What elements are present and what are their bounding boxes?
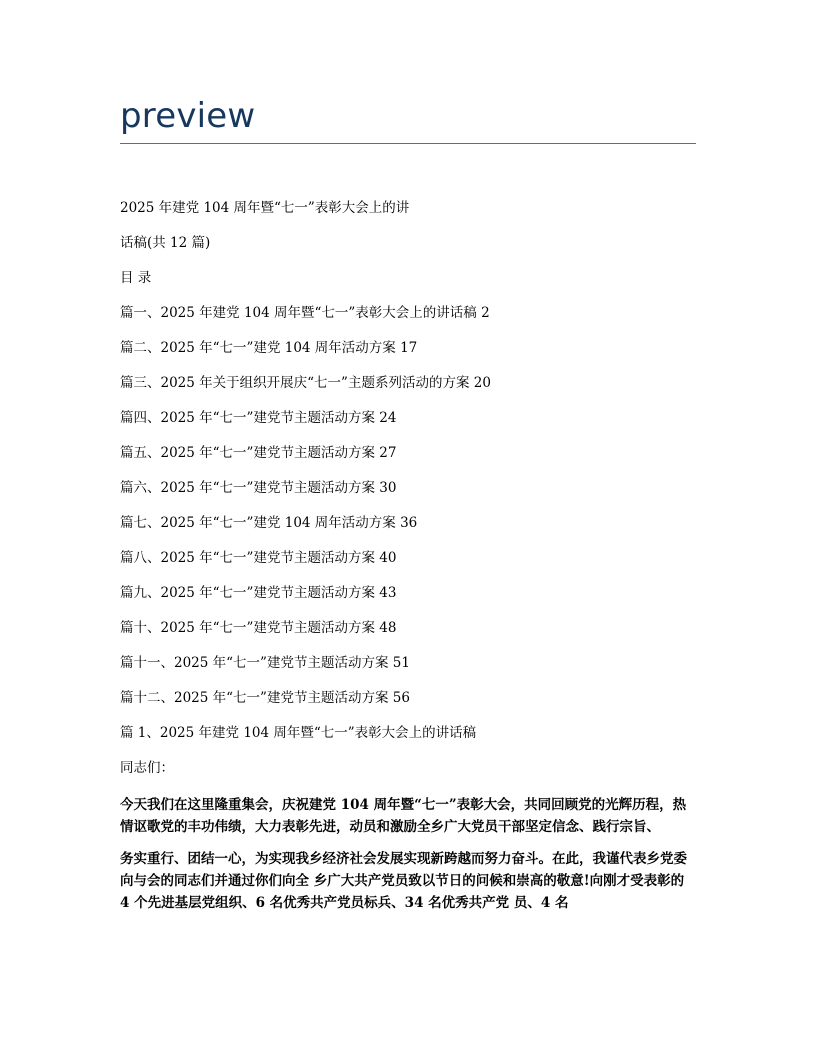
document-title-line-1: 2025 年建党 104 周年暨“七一”表彰大会上的讲 [120,200,410,216]
table-of-contents [120,303,696,708]
toc-item: 篇十二、2025 年“七一”建党节主题活动方案 56 [120,690,410,706]
salutation: 同志们： [120,760,174,776]
toc-item: 篇二、2025 年“七一”建党 104 周年活动方案 17 [120,340,418,356]
toc-item: 篇三、2025 年关于组织开展庆“七一”主题系列活动的方案 20 [120,375,491,391]
title-divider [120,143,696,144]
toc-item: 篇九、2025 年“七一”建党节主题活动方案 43 [120,585,397,601]
section-title: 篇 1、2025 年建党 104 周年暨“七一”表彰大会上的讲话稿 [120,725,477,741]
toc-item: 篇五、2025 年“七一”建党节主题活动方案 27 [120,445,397,461]
toc-item: 篇四、2025 年“七一”建党节主题活动方案 24 [120,410,397,426]
toc-heading: 目 录 [120,270,152,286]
preview-title: preview [120,96,256,136]
document-body [120,198,696,924]
toc-item: 篇八、2025 年“七一”建党节主题活动方案 40 [120,550,397,566]
toc-item: 篇一、2025 年建党 104 周年暨“七一”表彰大会上的讲话稿 2 [120,305,490,321]
body-paragraph-2: 务实重行、团结一心，为实现我乡经济社会发展实现新跨越而努力奋斗。在此，我谨代表乡党委向与会的同志们并通过你们向全 乡广大共产党员致以节日的问候和崇高的敬意!向刚才受表彰的 4 个先进基层党组织、6 名优秀共产党员标兵、34 名优秀共产党 员、4 名 [120,851,687,911]
document-title-line-2: 话稿(共 12 篇) [120,235,211,251]
body-paragraph-1: 今天我们在这里隆重集会，庆祝建党 104 周年暨“七一”表彰大会，共同回顾党的光辉历程，热情讴歌党的丰功伟绩，大力表彰先进，动员和激励全乡广大党员干部坚定信念、践行宗旨、 [120,797,687,835]
toc-item: 篇七、2025 年“七一”建党 104 周年活动方案 36 [120,515,418,531]
toc-item: 篇十、2025 年“七一”建党节主题活动方案 48 [120,620,397,636]
toc-item: 篇六、2025 年“七一”建党节主题活动方案 30 [120,480,397,496]
toc-item: 篇十一、2025 年“七一”建党节主题活动方案 51 [120,655,410,671]
